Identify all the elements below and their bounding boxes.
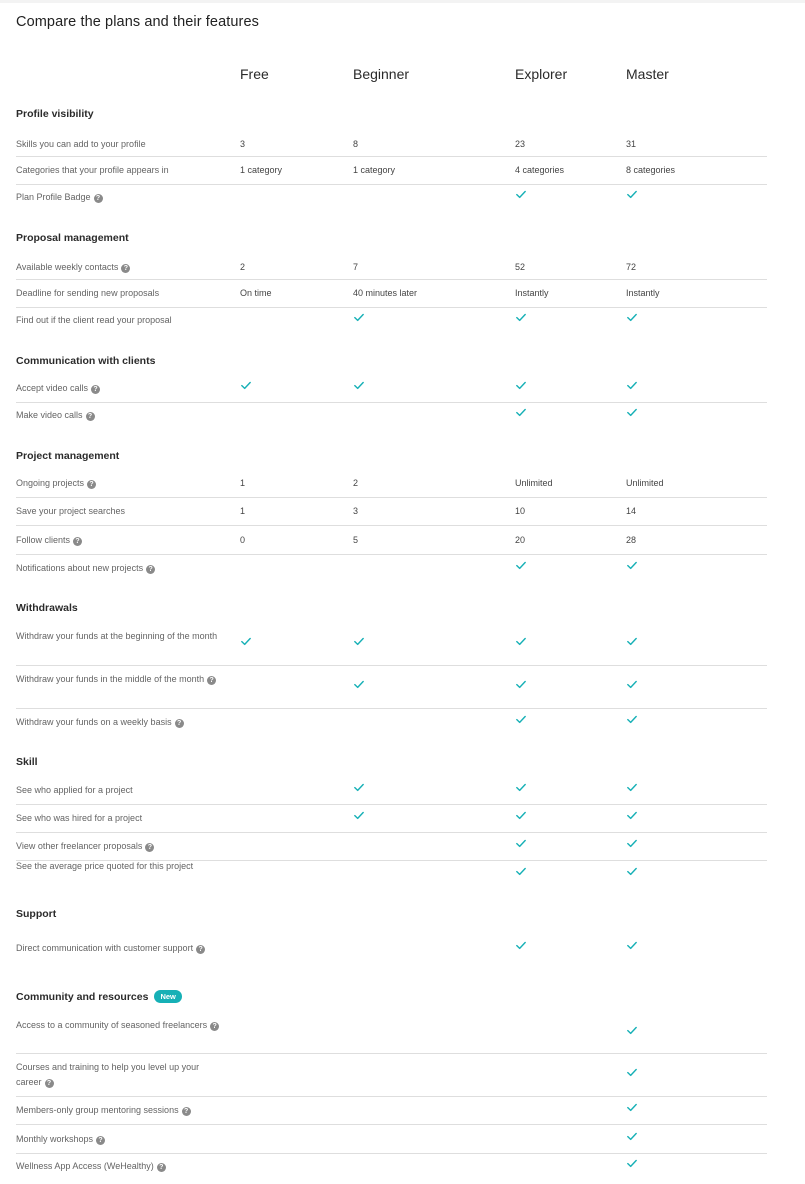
help-icon[interactable]: ? — [45, 1079, 54, 1088]
check-icon-explorer — [516, 637, 528, 647]
feature-row — [16, 860, 767, 888]
feature-label — [16, 381, 226, 396]
feature-row — [16, 665, 767, 709]
feature-row — [16, 156, 767, 185]
check-icon-explorer — [516, 941, 528, 951]
feature-label — [16, 313, 226, 328]
feature-label — [16, 137, 226, 152]
feature-label — [16, 629, 226, 644]
plan-header-master: Master — [626, 66, 669, 82]
feature-label — [16, 1132, 226, 1147]
value-free: 2 — [240, 262, 246, 272]
value-master: 72 — [626, 262, 637, 272]
help-icon[interactable]: ? — [87, 480, 96, 489]
feature-label-text: See who applied for a project — [16, 785, 133, 795]
feature-label — [16, 476, 226, 491]
feature-row — [16, 132, 767, 157]
feature-label-text: View other freelancer proposals — [16, 841, 143, 851]
feature-label-text: Members-only group mentoring sessions — [16, 1105, 179, 1115]
value-beginner: 5 — [353, 535, 359, 545]
check-icon-master — [627, 715, 639, 725]
value-free: 1 category — [240, 165, 283, 175]
check-icon-master — [627, 941, 639, 951]
help-icon[interactable]: ? — [207, 676, 216, 685]
feature-label-text: Skills you can add to your profile — [16, 139, 146, 149]
feature-label — [16, 163, 226, 178]
check-icon-master — [627, 1068, 639, 1078]
feature-label — [16, 1018, 226, 1033]
section-title-community-and-resources — [16, 990, 182, 1003]
check-icon-master — [627, 561, 639, 571]
value-master: 8 categories — [626, 165, 676, 175]
check-icon-explorer — [516, 561, 528, 571]
value-master: Instantly — [626, 288, 660, 298]
feature-label — [16, 408, 226, 423]
section-title-text: Skill — [16, 756, 38, 768]
check-icon-beginner — [354, 783, 366, 793]
check-icon-explorer — [516, 408, 528, 418]
value-explorer: 20 — [515, 535, 526, 545]
feature-label — [16, 783, 226, 798]
feature-label-text: Access to a community of seasoned freelancers — [16, 1020, 208, 1030]
section-title-text: Profile visibility — [16, 108, 94, 120]
new-badge: New — [154, 990, 181, 1003]
feature-row — [16, 776, 767, 805]
feature-row — [16, 526, 767, 555]
feature-label — [16, 811, 226, 826]
feature-label-text: Direct communication with customer support — [16, 943, 194, 953]
check-icon-beginner — [354, 381, 366, 391]
section-title-text: Project management — [16, 450, 120, 462]
check-icon-explorer — [516, 839, 528, 849]
check-icon-master — [627, 811, 639, 821]
value-free: 0 — [240, 535, 246, 545]
section-title-proposal-management — [16, 232, 129, 244]
help-icon[interactable]: ? — [86, 412, 95, 421]
value-explorer: Unlimited — [515, 478, 553, 488]
feature-label-text: Accept video calls — [16, 383, 89, 393]
section-title-withdrawals — [16, 602, 78, 614]
check-icon-master — [627, 313, 639, 323]
feature-label-text: Courses and training to help you level up your career — [16, 1062, 200, 1087]
feature-label — [16, 260, 226, 275]
feature-label — [16, 504, 226, 519]
feature-row — [16, 708, 767, 736]
value-explorer: 52 — [515, 262, 526, 272]
feature-label — [16, 859, 226, 874]
value-beginner: 1 category — [353, 165, 396, 175]
value-master: 14 — [626, 506, 637, 516]
feature-row — [16, 1153, 767, 1179]
help-icon[interactable]: ? — [145, 843, 154, 852]
feature-label-text: Follow clients — [16, 535, 71, 545]
check-icon-beginner — [354, 680, 366, 690]
check-icon-beginner — [354, 313, 366, 323]
feature-label-text: Find out if the client read your proposal — [16, 315, 172, 325]
feature-row — [16, 1096, 767, 1125]
check-icon-explorer — [516, 680, 528, 690]
feature-label — [16, 941, 226, 956]
feature-label-text: Available weekly contacts — [16, 262, 119, 272]
feature-label — [16, 1060, 226, 1090]
help-icon[interactable]: ? — [210, 1022, 219, 1031]
check-icon-master — [627, 1103, 639, 1113]
check-icon-master — [627, 1159, 639, 1169]
value-free: 1 — [240, 506, 246, 516]
section-title-text: Proposal management — [16, 232, 129, 244]
section-title-text: Community and resources — [16, 990, 149, 1003]
check-icon-free — [241, 381, 253, 391]
check-icon-master — [627, 867, 639, 877]
feature-row — [16, 1125, 767, 1154]
value-explorer: 4 categories — [515, 165, 565, 175]
check-icon-master — [627, 680, 639, 690]
help-icon[interactable]: ? — [196, 945, 205, 954]
feature-row — [16, 307, 767, 333]
feature-label — [16, 190, 226, 205]
value-free: 3 — [240, 139, 246, 149]
feature-row — [16, 469, 767, 498]
section-title-project-management — [16, 450, 119, 462]
plan-header-explorer: Explorer — [515, 66, 568, 82]
section-title-text: Communication with clients — [16, 355, 156, 367]
feature-label — [16, 715, 226, 730]
help-icon[interactable]: ? — [175, 719, 184, 728]
feature-label — [16, 839, 226, 854]
feature-label-text: Deadline for sending new proposals — [16, 288, 160, 298]
section-title-communication-with-clients — [16, 355, 155, 367]
feature-label-text: Save your project searches — [16, 506, 126, 516]
value-beginner: 7 — [353, 262, 359, 272]
check-icon-master — [627, 408, 639, 418]
section-title-support — [16, 908, 56, 920]
value-beginner: 2 — [353, 478, 359, 488]
section-title-skill — [16, 756, 38, 768]
value-explorer: Instantly — [515, 288, 549, 298]
check-icon-master — [627, 783, 639, 793]
feature-row — [16, 402, 767, 428]
check-icon-beginner — [354, 811, 366, 821]
check-icon-master — [627, 1026, 639, 1036]
plan-header-free: Free — [240, 66, 269, 82]
feature-label — [16, 672, 226, 687]
help-icon[interactable]: ? — [73, 537, 82, 546]
section-title-text: Support — [16, 908, 57, 920]
check-icon-explorer — [516, 783, 528, 793]
check-icon-explorer — [516, 715, 528, 725]
page-title: Compare the plans and their features — [16, 14, 259, 30]
check-icon-master — [627, 1132, 639, 1142]
feature-row — [16, 184, 767, 210]
feature-label — [16, 1103, 226, 1118]
help-icon[interactable]: ? — [182, 1107, 191, 1116]
check-icon-master — [627, 839, 639, 849]
feature-label-text: Categories that your profile appears in — [16, 165, 169, 175]
feature-label-text: See the average price quoted for this project — [16, 861, 194, 871]
feature-row — [16, 804, 767, 833]
help-icon[interactable]: ? — [157, 1163, 166, 1172]
feature-label — [16, 561, 226, 576]
value-master: 28 — [626, 535, 637, 545]
feature-label-text: Withdraw your funds on a weekly basis — [16, 717, 172, 727]
check-icon-master — [627, 381, 639, 391]
feature-row — [16, 554, 767, 582]
feature-row — [16, 832, 767, 861]
feature-label-text: Wellness App Access (WeHealthy) — [16, 1161, 154, 1171]
feature-label-text: Plan Profile Badge — [16, 192, 91, 202]
check-icon-explorer — [516, 811, 528, 821]
value-explorer: 10 — [515, 506, 526, 516]
check-icon-explorer — [516, 867, 528, 877]
feature-row — [16, 623, 767, 666]
help-icon[interactable]: ? — [146, 565, 155, 574]
value-beginner: 8 — [353, 139, 359, 149]
value-master: Unlimited — [626, 478, 664, 488]
value-free: 1 — [240, 478, 246, 488]
check-icon-master — [627, 637, 639, 647]
check-icon-free — [241, 637, 253, 647]
section-title-profile-visibility — [16, 108, 94, 120]
feature-row — [16, 279, 767, 308]
check-icon-master — [627, 190, 639, 200]
feature-row — [16, 497, 767, 526]
help-icon[interactable]: ? — [121, 264, 130, 273]
feature-label-text: Withdraw your funds in the middle of the month — [16, 674, 205, 684]
help-icon[interactable]: ? — [91, 385, 100, 394]
feature-label — [16, 286, 226, 301]
feature-row — [16, 928, 767, 968]
help-icon[interactable]: ? — [94, 194, 103, 203]
feature-label-text: See who was hired for a project — [16, 813, 143, 823]
feature-label — [16, 533, 226, 548]
value-master: 31 — [626, 139, 637, 149]
feature-label-text: Ongoing projects — [16, 478, 85, 488]
value-explorer: 23 — [515, 139, 526, 149]
section-title-text: Withdrawals — [16, 602, 78, 614]
check-icon-explorer — [516, 190, 528, 200]
feature-label-text: Notifications about new projects — [16, 563, 144, 573]
check-icon-explorer — [516, 313, 528, 323]
feature-row — [16, 1053, 767, 1097]
value-free: On time — [240, 288, 272, 298]
feature-label — [16, 1159, 226, 1174]
check-icon-beginner — [354, 637, 366, 647]
help-icon[interactable]: ? — [96, 1136, 105, 1145]
feature-row — [16, 255, 767, 280]
plan-header-beginner: Beginner — [353, 66, 410, 82]
check-icon-explorer — [516, 381, 528, 391]
feature-label-text: Make video calls — [16, 410, 83, 420]
feature-row — [16, 374, 767, 403]
feature-row — [16, 1013, 767, 1054]
value-beginner: 3 — [353, 506, 359, 516]
value-beginner: 40 minutes later — [353, 288, 418, 298]
feature-label-text: Withdraw your funds at the beginning of the month — [16, 631, 218, 641]
feature-label-text: Monthly workshops — [16, 1134, 94, 1144]
